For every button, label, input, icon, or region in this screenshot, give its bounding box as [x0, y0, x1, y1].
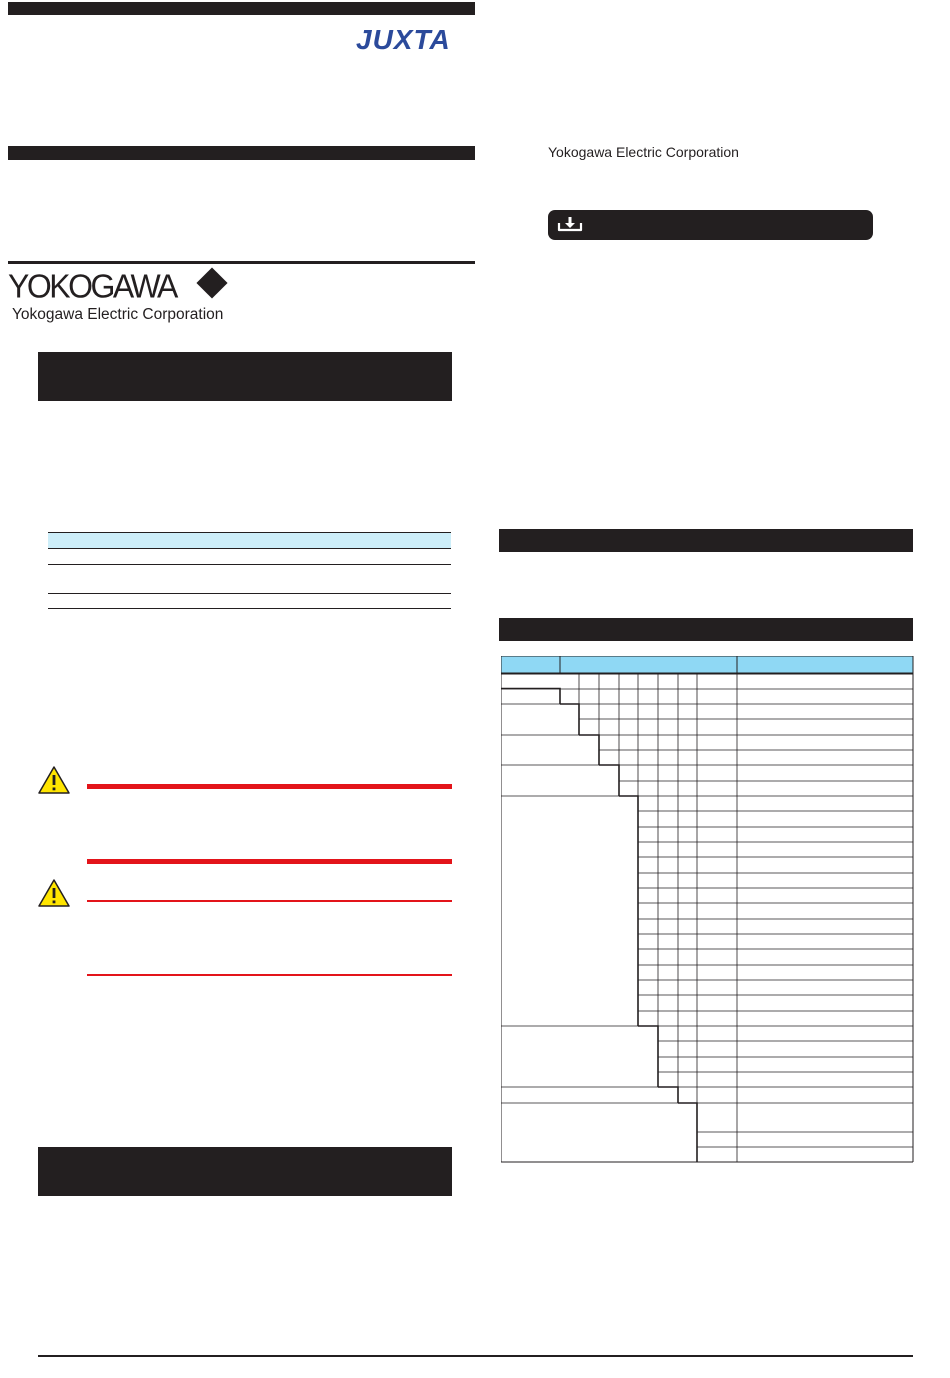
- download-banner[interactable]: [548, 210, 873, 240]
- warning-rule-top: [87, 784, 452, 789]
- caution-rule-bottom: [87, 974, 452, 976]
- section-bar-right-1: [499, 529, 913, 552]
- model-suffix-code-table: [501, 656, 914, 1164]
- mini-table-header: [48, 532, 451, 549]
- warning-triangle-icon: [37, 765, 71, 795]
- mini-table-rule: [48, 608, 451, 609]
- corporation-name-right: Yokogawa Electric Corporation: [548, 144, 739, 160]
- yokogawa-wordmark: YOKOGAWA: [8, 267, 176, 305]
- download-icon: [556, 215, 584, 235]
- mini-table-rule: [48, 564, 451, 565]
- juxta-logo: JUXTA: [356, 24, 451, 55]
- warning-rule-bottom: [87, 859, 452, 864]
- footer-rule: [38, 1355, 913, 1357]
- corporation-name: Yokogawa Electric Corporation: [12, 306, 224, 323]
- warning-triangle-icon: [37, 878, 71, 908]
- section-bar-right-2: [499, 618, 913, 641]
- section-bar-left-1: [8, 146, 475, 160]
- caution-rule-top: [87, 900, 452, 902]
- top-header-bar: [8, 2, 475, 15]
- mini-table-rule: [48, 593, 451, 594]
- diamond-icon: [196, 267, 227, 298]
- logo-divider: [8, 261, 475, 264]
- title-box: [38, 1147, 452, 1196]
- title-box: [38, 352, 452, 401]
